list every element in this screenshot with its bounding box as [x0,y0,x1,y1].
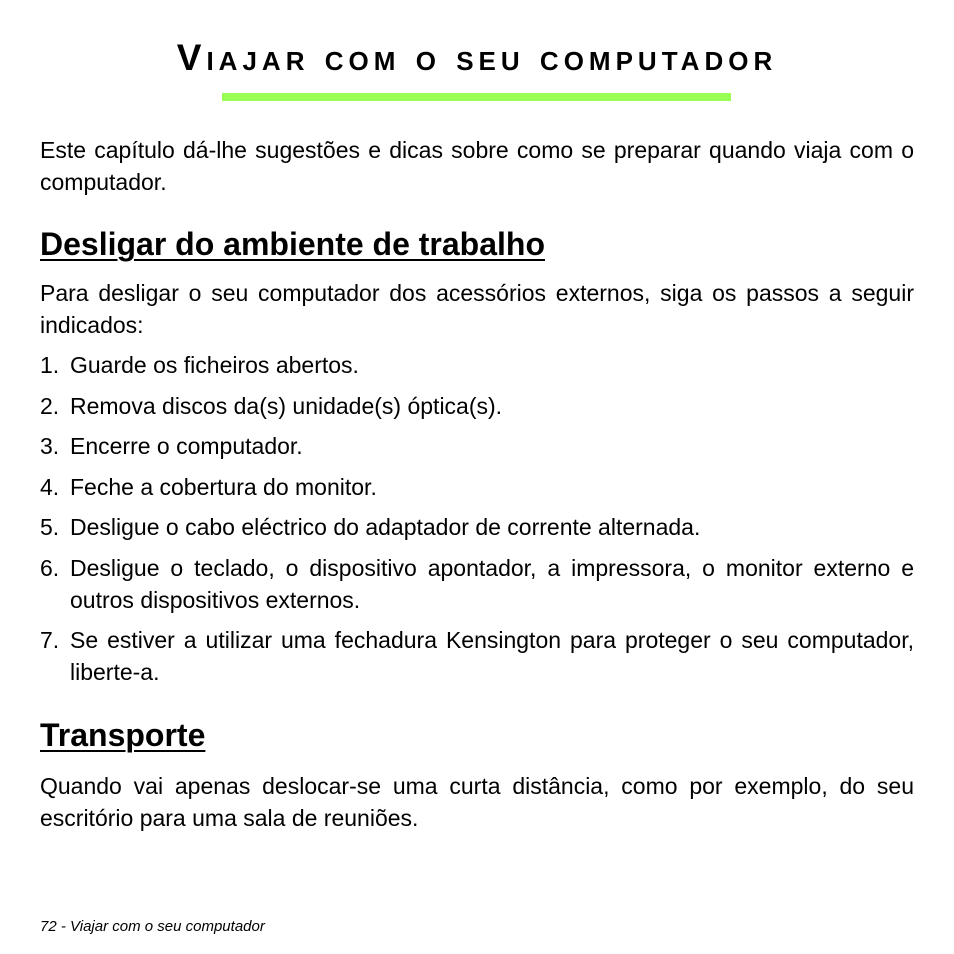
step-text: Remova discos da(s) unidade(s) óptica(s). [70,392,503,419]
step-text: Feche a cobertura do monitor. [70,473,377,500]
list-item [40,349,914,381]
step-number: 6. [40,554,60,581]
step-number: 1. [40,352,60,378]
step-text: Encerre o computador. [70,433,303,459]
step-number: 2. [40,392,60,419]
chapter-title: Viajar com o seu computador [176,37,778,78]
step-number: 3. [40,433,60,459]
section-heading-desligar: Desligar do ambiente de trabalho [40,226,545,262]
step-text: Desligue o teclado, o dispositivo apontador, a impressora, o monitor externo e outros dispositivos externos. [70,554,914,613]
intro-paragraph: Este capítulo dá-lhe sugestões e dicas sobre como se preparar quando viaja com o computador. [40,137,914,195]
step-number: 5. [40,514,60,540]
section-paragraph-desligar: Para desligar o seu computador dos acessórios externos, siga os passos a seguir indicados: [40,280,914,338]
step-number: 7. [40,627,60,653]
section-paragraph-transporte: Quando vai apenas deslocar-se uma curta distância, como por exemplo, do seu escritório para uma sala de reuniões. [40,773,914,831]
step-text: Se estiver a utilizar uma fechadura Kensington para proteger o seu computador, liberte-a. [70,627,914,685]
list-item [40,430,914,462]
section-heading-transporte: Transporte [40,717,206,753]
list-item [40,390,914,422]
step-text: Desligue o cabo eléctrico do adaptador de corrente alternada. [70,514,701,540]
list-item [40,552,914,616]
list-item [40,471,914,503]
title-accent-bar [222,93,731,101]
step-number: 4. [40,473,60,500]
steps-list [40,349,914,697]
page-footer: 72 - Viajar com o seu computador [40,918,265,935]
list-item [40,624,914,688]
list-item [40,511,914,543]
step-text: Guarde os ficheiros abertos. [70,352,359,378]
